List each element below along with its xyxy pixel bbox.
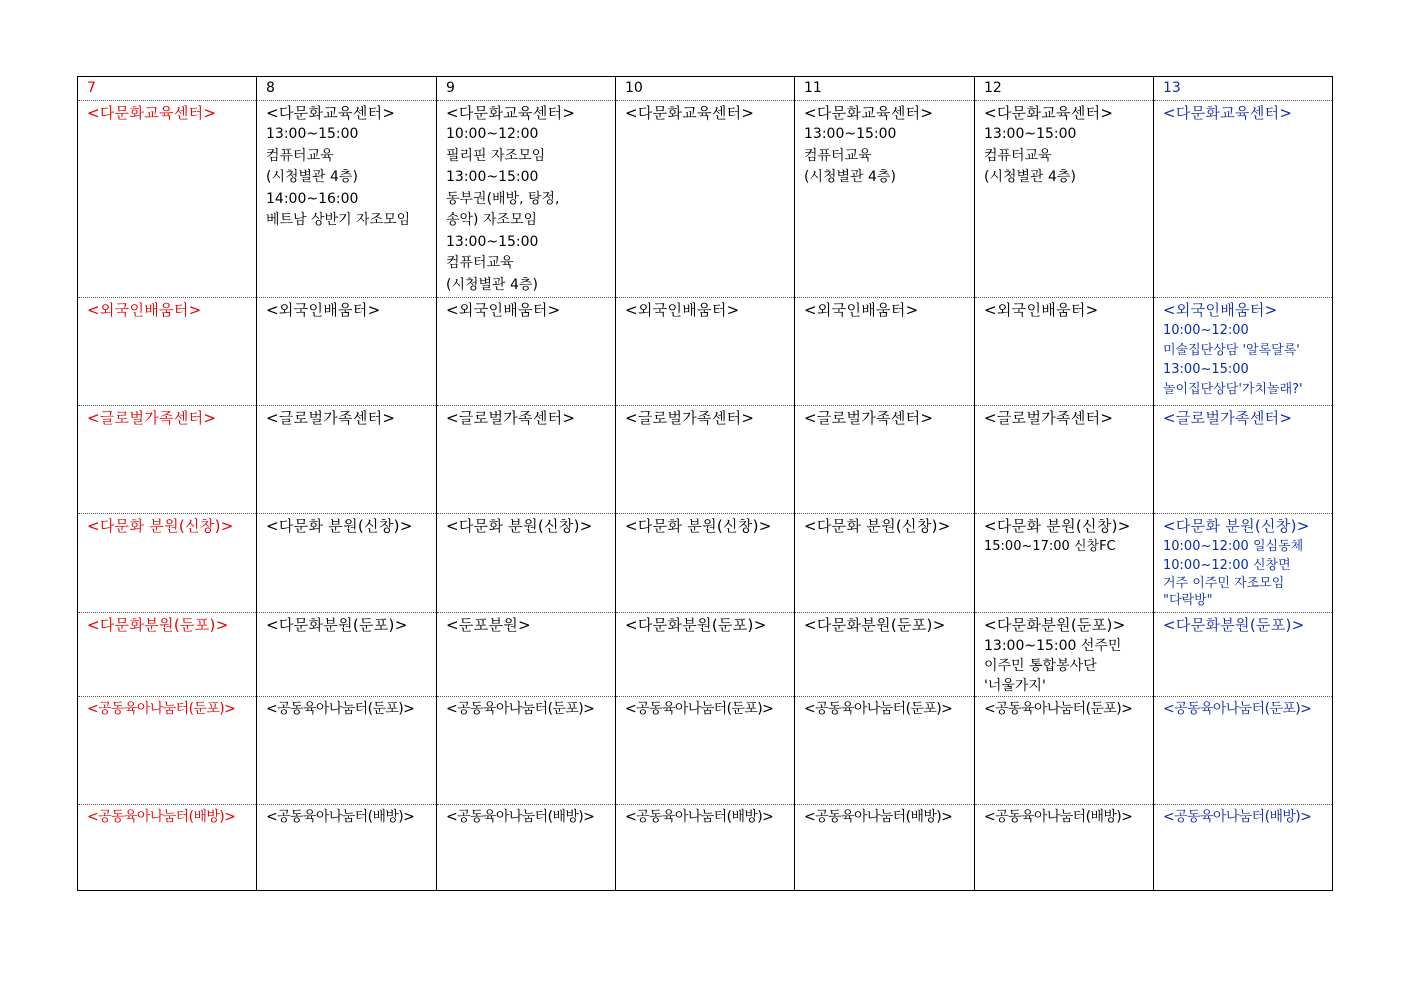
center-header: <외국인배움터> (446, 300, 561, 319)
center-header: <다문화분원(둔포)> (804, 615, 946, 634)
schedule-cell (78, 612, 257, 697)
day-cell-tue: 9 (437, 77, 616, 101)
event-line: 베트남 상반기 자조모임 (266, 212, 411, 228)
event-line: 13:00~15:00 (804, 126, 897, 142)
event-line: (시청별관 4층) (266, 169, 358, 185)
center-header: <다문화분원(둔포)> (984, 615, 1126, 634)
event-line: 컴퓨터교육 (804, 147, 872, 164)
event-line: 컴퓨터교육 (446, 255, 514, 271)
center-header: <공동육아나눔터(둔포)> (625, 701, 774, 717)
schedule-cell (975, 405, 1154, 513)
schedule-cell (437, 100, 616, 297)
event-line: 컴퓨터교육 (984, 147, 1052, 164)
event-line: 13:00~15:00 (984, 126, 1077, 142)
center-header: <다문화교육센터> (625, 103, 755, 122)
center-header: <다문화 분원(신창)> (984, 516, 1131, 535)
center-header: <다문화 분원(신창)> (266, 516, 413, 535)
schedule-cell (795, 612, 975, 697)
event-line: 10:00~12:00 (1163, 323, 1249, 338)
schedule-cell (257, 100, 437, 297)
schedule-cell (437, 805, 616, 891)
schedule-cell (78, 697, 257, 805)
center-header: <글로벌가족센터> (1163, 408, 1293, 427)
event-line: 놀이집단상담'가치놀래?' (1163, 381, 1303, 397)
schedule-cell (1154, 405, 1333, 513)
event-line: 13:00~15:00 선주민 (984, 638, 1122, 654)
event-line: '너울가지' (984, 678, 1046, 694)
day-number-row (78, 77, 1333, 101)
schedule-cell (78, 405, 257, 513)
section-row-multicultural-education (78, 100, 1333, 297)
center-header: <공동육아나눔터(배방)> (625, 809, 774, 825)
schedule-cell (616, 297, 795, 405)
center-header: <공동육아나눔터(배방)> (266, 809, 415, 825)
center-header: <다문화교육센터> (804, 103, 934, 122)
schedule-cell (795, 697, 975, 805)
center-header: <외국인배움터> (1163, 300, 1278, 319)
day-cell-wed: 10 (616, 77, 795, 101)
center-header: <다문화분원(둔포)> (625, 615, 767, 634)
event-line: 컴퓨터교육 (266, 147, 334, 164)
weekly-calendar-table (77, 76, 1333, 891)
center-header: <공동육아나눔터(배방)> (1163, 809, 1312, 825)
center-header: <다문화분원(둔포)> (1163, 615, 1305, 634)
event-line: 송악) 자조모임 (446, 212, 538, 228)
schedule-cell (437, 697, 616, 805)
section-row-global-family (78, 405, 1333, 513)
center-header: <외국인배움터> (625, 300, 740, 319)
event-line: 13:00~15:00 (1163, 362, 1249, 377)
center-header: <공동육아나눔터(둔포)> (87, 701, 236, 717)
schedule-cell (257, 612, 437, 697)
center-header: <공동육아나눔터(둔포)> (1163, 701, 1312, 717)
schedule-cell (616, 405, 795, 513)
schedule-cell (795, 297, 975, 405)
schedule-cell (1154, 100, 1333, 297)
center-header: <글로벌가족센터> (266, 408, 396, 427)
schedule-cell (975, 100, 1154, 297)
event-line: 필리핀 자조모임 (446, 147, 546, 164)
center-header: <공동육아나눔터(둔포)> (984, 701, 1133, 717)
section-row-sinchang-branch (78, 513, 1333, 612)
center-header: <다문화교육센터> (446, 103, 576, 122)
center-header: <외국인배움터> (984, 300, 1099, 319)
center-header: <다문화 분원(신창)> (87, 516, 234, 535)
schedule-cell (257, 805, 437, 891)
section-row-childcare-baebang (78, 805, 1333, 891)
event-line: "다락방" (1163, 592, 1213, 608)
schedule-cell (257, 297, 437, 405)
schedule-cell (795, 100, 975, 297)
schedule-cell (437, 612, 616, 697)
schedule-cell (1154, 612, 1333, 697)
center-header: <다문화교육센터> (984, 103, 1114, 122)
schedule-cell (975, 697, 1154, 805)
day-cell-sat: 13 (1154, 77, 1333, 101)
schedule-cell (616, 697, 795, 805)
schedule-cell (257, 405, 437, 513)
event-line: (시청별관 4층) (984, 169, 1076, 185)
event-line: 10:00~12:00 (446, 126, 539, 142)
schedule-cell (257, 697, 437, 805)
event-line: (시청별관 4층) (804, 169, 896, 185)
schedule-cell (975, 612, 1154, 697)
center-header: <다문화분원(둔포)> (87, 615, 229, 634)
event-line: 동부권(배방, 탕정, (446, 190, 560, 207)
center-header: <공동육아나눔터(배방)> (804, 809, 953, 825)
event-line: 거주 이주민 자조모임 (1163, 575, 1285, 591)
section-row-dunpo-branch (78, 612, 1333, 697)
center-header: <다문화교육센터> (1163, 103, 1293, 122)
center-header: <둔포분원> (446, 615, 531, 634)
event-line: 13:00~15:00 (446, 169, 539, 185)
schedule-cell (78, 297, 257, 405)
schedule-cell (437, 297, 616, 405)
event-line: 14:00~16:00 (266, 190, 359, 207)
day-cell-sun: 7 (78, 77, 257, 101)
schedule-cell (1154, 697, 1333, 805)
schedule-cell (437, 513, 616, 612)
schedule-cell (616, 805, 795, 891)
center-header: <공동육아나눔터(둔포)> (804, 701, 953, 717)
event-line: 13:00~15:00 (446, 233, 539, 250)
schedule-cell (975, 297, 1154, 405)
schedule-cell (616, 612, 795, 697)
center-header: <글로벌가족센터> (87, 408, 217, 427)
center-header: <다문화 분원(신창)> (1163, 516, 1310, 535)
schedule-cell (1154, 805, 1333, 891)
event-line: 13:00~15:00 (266, 126, 359, 142)
schedule-cell (437, 405, 616, 513)
center-header: <글로벌가족센터> (625, 408, 755, 427)
center-header: <외국인배움터> (87, 300, 202, 319)
center-header: <공동육아나눔터(둔포)> (266, 701, 415, 717)
schedule-cell (1154, 297, 1333, 405)
center-header: <다문화교육센터> (87, 103, 217, 122)
section-row-foreigner-learning (78, 297, 1333, 405)
center-header: <공동육아나눔터(배방)> (446, 809, 595, 825)
center-header: <공동육아나눔터(배방)> (87, 809, 236, 825)
event-line: 이주민 통합봉사단 (984, 658, 1097, 674)
schedule-cell (975, 513, 1154, 612)
schedule-cell (78, 100, 257, 297)
center-header: <다문화 분원(신창)> (804, 516, 951, 535)
center-header: <외국인배움터> (266, 300, 381, 319)
schedule-cell (795, 513, 975, 612)
event-line: 미술집단상담 '알록달록' (1163, 342, 1300, 358)
center-header: <공동육아나눔터(배방)> (984, 809, 1133, 825)
event-line: 10:00~12:00 신창면 (1163, 557, 1291, 573)
schedule-cell (78, 513, 257, 612)
day-cell-mon: 8 (257, 77, 437, 101)
center-header: <다문화분원(둔포)> (266, 615, 408, 634)
center-header: <다문화 분원(신창)> (446, 516, 593, 535)
day-cell-fri: 12 (975, 77, 1154, 101)
center-header: <외국인배움터> (804, 300, 919, 319)
schedule-cell (78, 805, 257, 891)
schedule-cell (795, 405, 975, 513)
center-header: <다문화교육센터> (266, 103, 396, 122)
center-header: <글로벌가족센터> (984, 408, 1114, 427)
section-row-childcare-dunpo (78, 697, 1333, 805)
event-line: (시청별관 4층) (446, 276, 538, 293)
center-header: <글로벌가족센터> (446, 408, 576, 427)
schedule-cell (975, 805, 1154, 891)
event-line: 10:00~12:00 일심동체 (1163, 539, 1304, 554)
schedule-cell (257, 513, 437, 612)
schedule-cell (1154, 513, 1333, 612)
day-cell-thu: 11 (795, 77, 975, 101)
event-line: 15:00~17:00 신창FC (984, 539, 1116, 554)
center-header: <공동육아나눔터(둔포)> (446, 701, 595, 717)
schedule-cell (616, 100, 795, 297)
schedule-cell (795, 805, 975, 891)
center-header: <글로벌가족센터> (804, 408, 934, 427)
center-header: <다문화 분원(신창)> (625, 516, 772, 535)
schedule-cell (616, 513, 795, 612)
